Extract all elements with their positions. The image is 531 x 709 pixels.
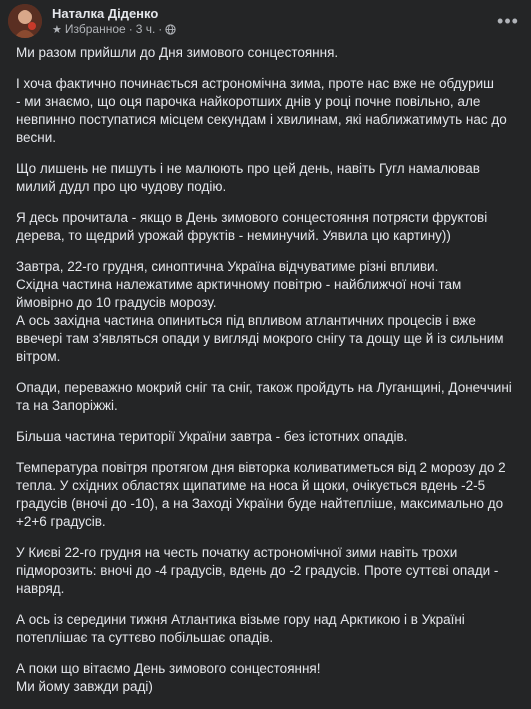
post-line: У Києві 22-го грудня на честь початку астрономічної зими навіть трохи	[16, 545, 458, 560]
post-line: Що лишень не пишуть і не малюють про цей день, навіть Гугл намалював	[16, 161, 480, 176]
post-line: Східна частина належатиме арктичному повітрю - найближчої ночі там	[16, 277, 462, 292]
post-line: ввечері там з'являться опади у вигляді мокрого снігу та дощу ще й із сильним	[16, 331, 504, 346]
post-line: Більша частина території України завтра - без істотних опадів.	[16, 429, 408, 444]
post-line: Ми разом прийшли до Дня зимового сонцестояння.	[16, 45, 339, 60]
post-line: весни.	[16, 130, 57, 145]
post-paragraph	[16, 544, 521, 598]
post-paragraph	[16, 379, 521, 415]
post-line: вітром.	[16, 349, 61, 364]
meta-separator-2: ·	[158, 22, 163, 36]
post-line: - ми знаємо, що оця парочка найкоротших днів у році почне повільно, але	[16, 94, 481, 109]
post-paragraph	[16, 611, 521, 647]
post-line: підморозить: вночі до -4 градусів, вдень до -2 градусів. Проте суттєві опади -	[16, 563, 499, 578]
post-line: тепла. У східних областях щипатиме на носа й щоки, очікується вдень -2-5	[16, 478, 486, 493]
avatar-image	[8, 4, 42, 38]
post-header	[8, 4, 523, 38]
post-line: навряд.	[16, 581, 65, 596]
meta-separator: ·	[128, 22, 133, 36]
post-line: Опади, переважно мокрий сніг та сніг, також пройдуть на Луганщині, Донеччині	[16, 380, 512, 395]
post-paragraph	[16, 75, 521, 147]
more-options-icon[interactable]: •••	[497, 10, 519, 31]
post-line: невпинно поступатися місцем секундам і хвилинам, які наближатимуть нас до	[16, 112, 507, 127]
post-line: Я десь прочитала - якщо в День зимового сонцестояння потрясти фруктові	[16, 210, 488, 225]
post-paragraph	[16, 209, 521, 245]
post-line: А поки що вітаємо День зимового сонцестояння!	[16, 661, 321, 676]
post-paragraph	[16, 160, 521, 196]
author-name[interactable]: Наталка Діденко	[52, 6, 159, 21]
post-line: А ось із середини тижня Атлантика візьме гору над Арктикою і в Україні	[16, 612, 465, 627]
post-line: І хоча фактично починається астрономічна зима, проте нас вже не обдуриш	[16, 76, 494, 91]
post-line: градусів (вночі до -10), а на Заході України буде найтепліше, максимально до	[16, 496, 504, 511]
avatar[interactable]	[8, 4, 42, 38]
post-line: Температура повітря протягом дня вівторка коливатиметься від 2 морозу до 2	[16, 460, 506, 475]
post-line: Завтра, 22-го грудня, синоптична Україна відчуватиме різні впливи.	[16, 259, 439, 274]
favorites-label[interactable]: Избранное	[64, 22, 126, 36]
post-time[interactable]: 3 ч.	[135, 22, 156, 36]
post-paragraph	[16, 660, 521, 696]
globe-icon	[165, 24, 176, 35]
post-line: ймовірно до 10 градусів морозу.	[16, 295, 217, 310]
post-paragraph	[16, 428, 521, 446]
post-line: милий дудл про цю чудову подію.	[16, 179, 227, 194]
post-line: +2+6 градусів.	[16, 514, 106, 529]
post-line: дерева, то щедрий урожай фруктів - неминучий. Уявила цю картину))	[16, 228, 451, 243]
post-text	[16, 44, 521, 709]
post-line: Ми йому завжди раді)	[16, 679, 153, 694]
post-line: потеплішає та суттєво побільшає опадів.	[16, 630, 274, 645]
post-paragraph	[16, 459, 521, 531]
star-icon: ★	[52, 23, 62, 36]
post-meta	[52, 22, 176, 36]
post-line: А ось західна частина опиниться під впливом атлантичних процесів і вже	[16, 313, 476, 328]
post-line: та на Запоріжжі.	[16, 398, 118, 413]
post-paragraph	[16, 258, 521, 366]
post-paragraph	[16, 44, 521, 62]
